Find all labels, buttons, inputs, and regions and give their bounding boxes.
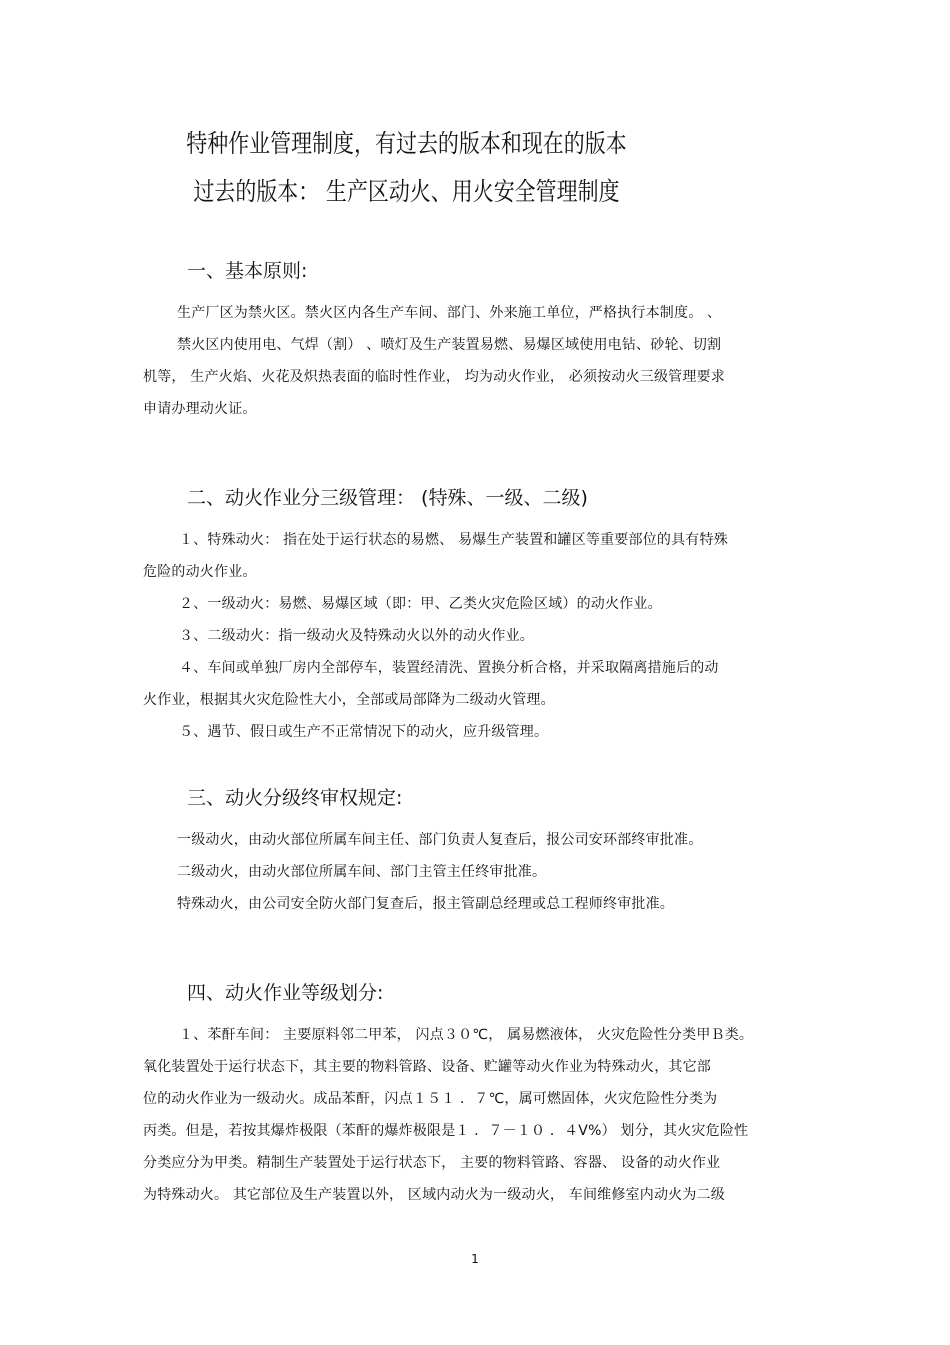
page-number: 1 — [471, 1252, 479, 1266]
document-subtitle: 过去的版本： 生产区动火、用火安全管理制度 — [193, 177, 620, 206]
paragraph-line: 申请办理动火证。 — [143, 401, 257, 417]
list-item: ５、遇节、假日或生产不正常情况下的动火，应升级管理。 — [179, 724, 549, 740]
paragraph-line: 为特殊动火。 其它部位及生产装置以外， 区域内动火为一级动火， 车间维修室内动火为二级 — [143, 1187, 725, 1203]
list-item-continuation: 危险的动火作业。 — [143, 564, 257, 580]
paragraph-line: 位的动火作业为一级动火。成品苯酐，闪点１５１ ．７℃，属可燃固体，火灾危险性分类为 — [143, 1091, 718, 1107]
paragraph-line: 生产厂区为禁火区。禁火区内各生产车间、部门、外来施工单位，严格执行本制度。 、 — [177, 305, 722, 321]
list-item: ３、二级动火：指一级动火及特殊动火以外的动火作业。 — [179, 628, 534, 644]
list-item: １、特殊动火： 指在处于运行状态的易燃、 易爆生产装置和罐区等重要部位的具有特殊 — [179, 532, 728, 548]
document-title: 特种作业管理制度，有过去的版本和现在的版本 — [186, 129, 627, 158]
paragraph-line: 禁火区内使用电、气焊（割） 、喷灯及生产装置易燃、易爆区域使用电钻、砂轮、切割 — [177, 337, 722, 353]
list-item: ２、一级动火：易燃、易爆区域（即：甲、乙类火灾危险区域）的动火作业。 — [179, 596, 662, 612]
section-heading-level-classification: 四、动火作业等级划分: — [187, 982, 384, 1004]
paragraph-line: １、苯酐车间： 主要原料邻二甲苯， 闪点３０℃， 属易燃液体， 火灾危险性分类甲Ｂ类。 — [179, 1027, 754, 1043]
paragraph-line: 一级动火，由动火部位所属车间主任、部门负责人复查后，报公司安环部终审批准。 — [177, 832, 703, 848]
paragraph-line: 二级动火，由动火部位所属车间、部门主管主任终审批准。 — [177, 864, 547, 880]
paragraph-line: 特殊动火，由公司安全防火部门复查后，报主管副总经理或总工程师终审批准。 — [177, 896, 674, 912]
list-item-continuation: 火作业，根据其火灾危险性大小，全部或局部降为二级动火管理。 — [143, 692, 555, 708]
list-item: ４、车间或单独厂房内全部停车，装置经清洗、置换分析合格，并采取隔离措施后的动 — [179, 660, 719, 676]
section-heading-three-level-management: 二、动火作业分三级管理： (特殊、一级、二级) — [187, 487, 588, 509]
paragraph-line: 机等， 生产火焰、火花及炽热表面的临时性作业， 均为动火作业， 必须按动火三级管理要求 — [143, 369, 725, 385]
section-heading-final-approval: 三、动火分级终审权规定: — [187, 787, 403, 809]
paragraph-line: 分类应分为甲类。精制生产装置处于运行状态下， 主要的物料管路、容器、 设备的动火作业 — [143, 1155, 721, 1171]
section-heading-basic-principles: 一、基本原则: — [187, 260, 308, 282]
paragraph-line: 氧化装置处于运行状态下，其主要的物料管路、设备、贮罐等动火作业为特殊动火，其它部 — [143, 1059, 711, 1075]
paragraph-line: 丙类。但是，若按其爆炸极限（苯酐的爆炸极限是１ ．７－１０ ．４V%） 划分，其火灾危险性 — [143, 1123, 749, 1139]
